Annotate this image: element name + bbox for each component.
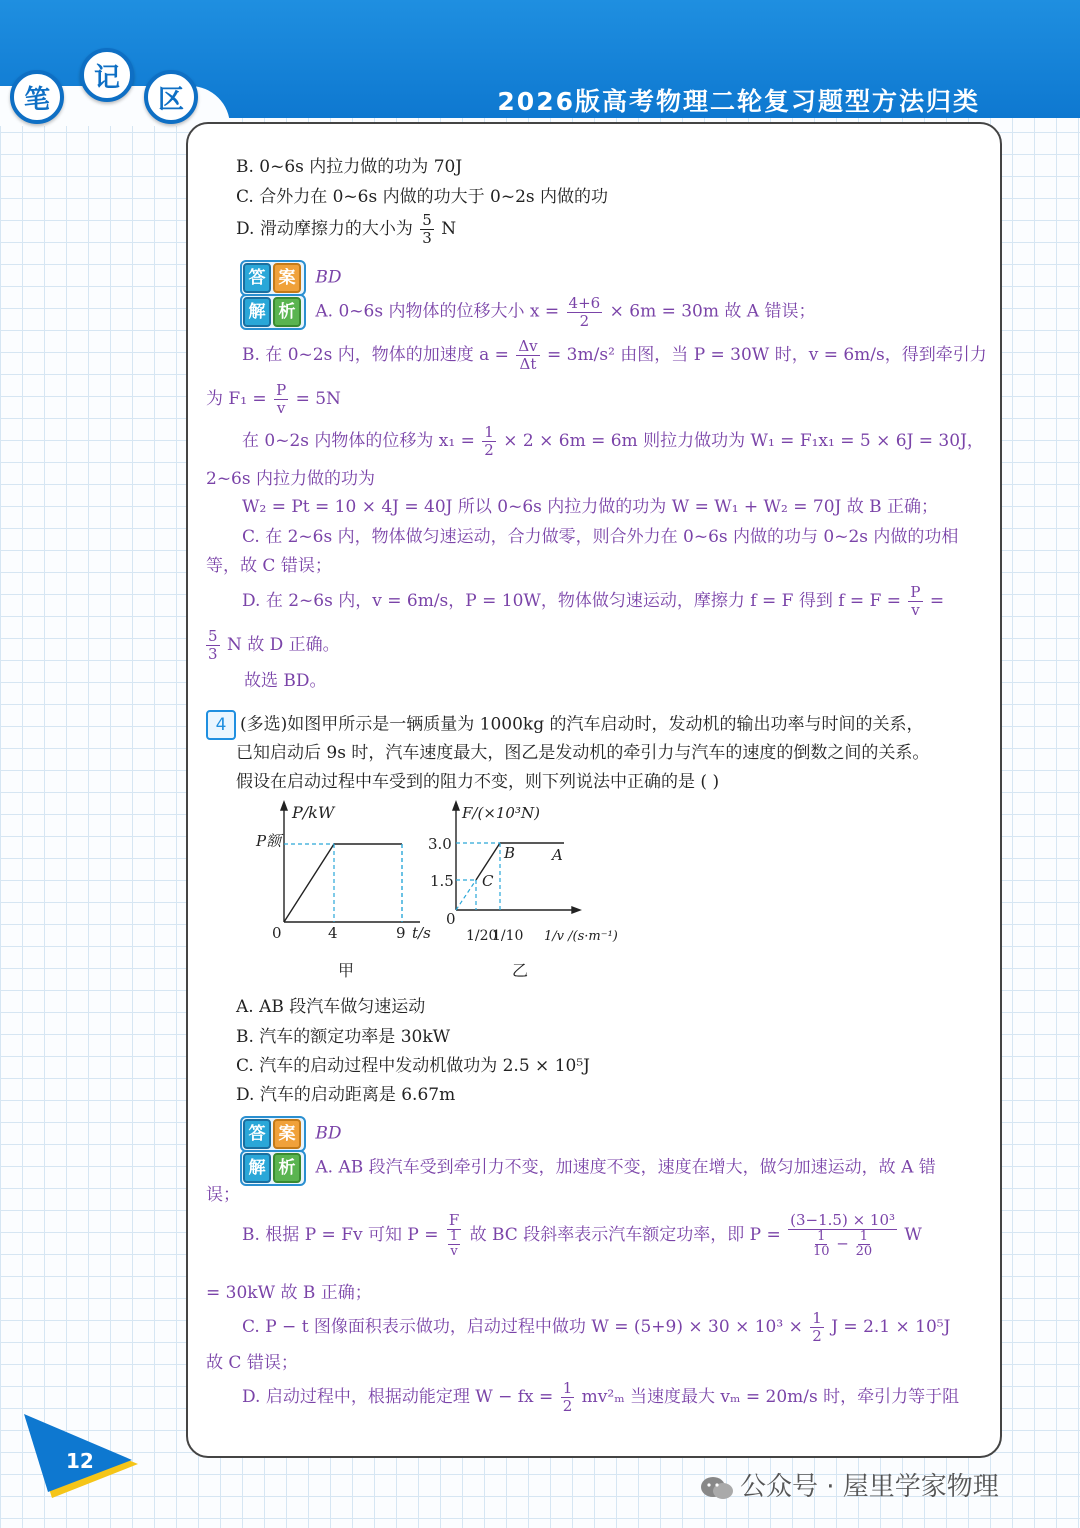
x-axis-arrow: [572, 907, 580, 913]
text: D. 在 2~6s 内，v = 6m/s，P = 10W，物体做匀速运动，摩擦力 f = F 得到 f = F =: [242, 591, 902, 611]
fraction-denominator: 3: [422, 229, 432, 247]
text: 在 0~2s 内物体的位移为 x₁ =: [242, 431, 475, 451]
fraction: [516, 338, 539, 373]
fraction-numerator: F: [448, 1211, 460, 1229]
chart-caption: 甲: [338, 961, 355, 980]
badge-qu: 区: [144, 70, 198, 124]
q3-analysis-b1: [242, 338, 987, 373]
q4-stem-line2: 已知启动后 9s 时，汽车速度最大，图乙是发动机的牵引力与汽车的速度的倒数之间的关系。: [236, 743, 930, 763]
text: N 故 D 正确。: [226, 635, 340, 655]
point-b-label: B: [504, 844, 516, 862]
q4-analysis-c2: 故 C 错误；: [206, 1353, 298, 1373]
q3-analysis-d2: [204, 628, 340, 663]
q3-option-d-fraction: [420, 212, 434, 247]
answer-tag-char: 案: [273, 1119, 301, 1149]
badge-bi: 笔: [10, 70, 64, 124]
text: B. 在 0~2s 内，物体的加速度 a =: [242, 345, 509, 365]
q3-option-d-text: D. 滑动摩擦力的大小为: [236, 219, 413, 239]
q3-analysis-a: [240, 294, 816, 330]
q3-analysis-c2: 等，故 C 错误；: [206, 556, 332, 576]
fraction-f-over-1v: [446, 1212, 462, 1259]
q3-answer-value: BD: [315, 267, 342, 288]
answer-tag: [240, 1116, 306, 1152]
fraction-denominator: 3: [208, 645, 218, 663]
page-number: 12: [66, 1449, 94, 1473]
text: =: [929, 591, 945, 611]
x-tick-0: 0: [272, 924, 282, 942]
q3-analysis-b5: W₂ = Pt = 10 × 4J = 40J 所以 0~6s 内拉力做的功为 W = W₁ + W₂ = 70J 故 B 正确；: [242, 497, 939, 517]
q4-option-b: B. 汽车的额定功率是 30kW: [236, 1027, 451, 1047]
text: C. P − t 图像面积表示做功，启动过程中做功 W = (5+9) × 30 × 10³ ×: [242, 1317, 803, 1337]
text: J = 2.1 × 10⁵J: [831, 1317, 951, 1337]
wechat-text: 公众号 · 屋里学家物理: [740, 1472, 999, 1502]
analysis-tag: [240, 294, 306, 330]
analysis-tag-char: 析: [273, 297, 301, 327]
x-tick-9: 9: [396, 924, 406, 942]
q3-option-d: [236, 212, 456, 247]
q4-analysis-c1: [242, 1310, 950, 1345]
text: B. 根据 P = Fv 可知 P =: [242, 1225, 439, 1245]
text: × 6m = 30m 故 A 错误；: [609, 301, 816, 322]
fraction-numerator: 1: [562, 1379, 573, 1397]
y-axis-label: F/(×10³N): [462, 804, 540, 822]
badge-ji: 记: [80, 48, 134, 102]
q3-analysis-b4: 2~6s 内拉力做的功为: [206, 469, 376, 489]
fraction-denominator: 2: [812, 1327, 822, 1345]
y-tick-3: 3.0: [428, 835, 452, 853]
q4-analysis-d1: [242, 1380, 959, 1415]
fraction-slope: [788, 1212, 897, 1259]
q3-option-b: B. 0~6s 内拉力做的功为 70J: [236, 157, 463, 177]
q4-stem-line3: 假设在启动过程中车受到的阻力不变，则下列说法中正确的是 ( ): [236, 772, 720, 792]
text: A. 0~6s 内物体的位移大小 x =: [315, 301, 560, 322]
fraction-numerator: 4+6: [568, 293, 601, 312]
q3-option-c: C. 合外力在 0~6s 内做的功大于 0~2s 内做的功: [236, 187, 609, 207]
fraction-denominator: 2: [484, 441, 494, 459]
q3-conclusion: 故选 BD。: [244, 671, 327, 691]
q4-stem-line1: [206, 710, 924, 740]
fraction-denominator: v: [911, 601, 920, 619]
q3-analysis-c1: C. 在 2~6s 内，物体做匀速运动，合力做零，则合外力在 0~6s 内做的功与 0~2s 内做的功相: [242, 527, 959, 547]
q4-number: 4: [206, 710, 236, 740]
q3-answer: [240, 260, 342, 296]
fraction: [561, 1380, 575, 1415]
y-mark-label: P额: [256, 832, 282, 850]
text: × 2 × 6m = 6m 则拉力做功为 W₁ = F₁x₁ = 5 × 6J = 30J，: [503, 431, 984, 451]
q4-analysis-a1: [240, 1150, 936, 1186]
text: A. AB 段汽车受到牵引力不变，加速度不变，速度在增大，做匀加速运动，故 A 错: [315, 1157, 936, 1178]
point-c-label: C: [482, 872, 494, 890]
q4-option-d: D. 汽车的启动距离是 6.67m: [236, 1085, 456, 1105]
q3-option-d-unit: N: [441, 219, 457, 239]
x-axis-label: t/s: [412, 924, 431, 942]
wechat-icon: [700, 1475, 734, 1501]
fraction: [567, 295, 603, 330]
answer-tag-char: 答: [243, 1119, 271, 1149]
q3-analysis-b3: [242, 424, 984, 459]
q3-analysis-b2: [206, 382, 341, 417]
fraction-numerator: 1: [812, 1309, 822, 1327]
answer-tag-char: 案: [273, 263, 301, 293]
x-axis-label: 1/v /(s·m⁻¹): [544, 929, 618, 944]
q4-analysis-a2: 误；: [206, 1185, 240, 1205]
fraction-numerator: 5: [422, 211, 432, 229]
q4-answer-value: BD: [315, 1123, 342, 1144]
fraction-denominator: $\frac{1}{v}$: [449, 1229, 459, 1259]
text: D. 启动过程中，根据动能定理 W − fx =: [242, 1387, 554, 1407]
fraction-denominator: 2: [562, 1397, 573, 1415]
fraction-denominator: 2: [579, 311, 590, 330]
text: mv²ₘ 当速度最大 vₘ = 20m/s 时，牵引力等于阻: [581, 1387, 960, 1407]
analysis-tag-char: 解: [243, 297, 271, 327]
y-axis-arrow: [453, 802, 459, 810]
q4-analysis-b1: [242, 1212, 922, 1272]
text: W: [904, 1225, 922, 1245]
fraction-numerator: Δv: [518, 337, 538, 355]
fraction-numerator: 1: [484, 423, 494, 441]
analysis-tag-char: 解: [243, 1153, 271, 1183]
text: 故 BC 段斜率表示汽车额定功率，即 P =: [469, 1225, 781, 1245]
x-tick-4: 4: [328, 924, 338, 942]
fraction: [810, 1310, 824, 1345]
fraction-numerator: (3−1.5) × 10³: [790, 1211, 896, 1229]
fraction-denominator: v: [276, 399, 286, 417]
header-title: 2026版高考物理二轮复习题型方法归类: [497, 87, 980, 116]
q4-analysis-b2: = 30kW 故 B 正确；: [206, 1283, 372, 1303]
fraction-denominator: Δt: [519, 355, 537, 373]
y-tick-0: 0: [446, 910, 456, 928]
point-a-label: A: [552, 846, 563, 864]
answer-tag-char: 答: [243, 263, 271, 293]
answer-tag: [240, 260, 306, 296]
text: (多选)如图甲所示是一辆质量为 1000kg 的汽车启动时，发动机的输出功率与时间的关系，: [240, 714, 924, 735]
text: 为 F₁ =: [206, 389, 267, 409]
fraction-numerator: 5: [208, 627, 218, 645]
q4-option-a: A. AB 段汽车做匀速运动: [236, 997, 426, 1017]
chart-jia: [250, 800, 450, 980]
power-curve: [284, 844, 402, 922]
y-axis-label: P/kW: [292, 803, 335, 822]
wechat-watermark: [700, 1466, 999, 1503]
chart-caption: 乙: [512, 961, 529, 980]
guide-line: [456, 880, 476, 910]
q4-option-c: C. 汽车的启动过程中发动机做功为 2.5 × 10⁵J: [236, 1056, 590, 1076]
y-axis-arrow: [281, 802, 287, 810]
analysis-tag-char: 析: [273, 1153, 301, 1183]
fraction: [908, 584, 922, 619]
fraction-numerator: P: [276, 381, 287, 399]
q3-analysis-d1: [242, 584, 944, 619]
fraction-denominator: $\frac{1}{10}$ − $\frac{1}{20}$: [812, 1229, 873, 1259]
q4-answer: [240, 1116, 342, 1152]
text: = 5N: [295, 389, 341, 409]
fraction-numerator: P: [910, 583, 921, 601]
text: = 3m/s² 由图，当 P = 30W 时，v = 6m/s，得到牵引力: [547, 345, 987, 365]
page-number-badge: [22, 1412, 142, 1502]
analysis-tag: [240, 1150, 306, 1186]
x-tick-1-10: 1/10: [492, 928, 524, 944]
fraction: [274, 382, 288, 417]
fraction: [206, 628, 220, 663]
chart-yi: [426, 800, 626, 980]
y-tick-1-5: 1.5: [430, 872, 454, 890]
fraction: [482, 424, 496, 459]
x-tick-1-20: 1/20: [466, 928, 498, 944]
